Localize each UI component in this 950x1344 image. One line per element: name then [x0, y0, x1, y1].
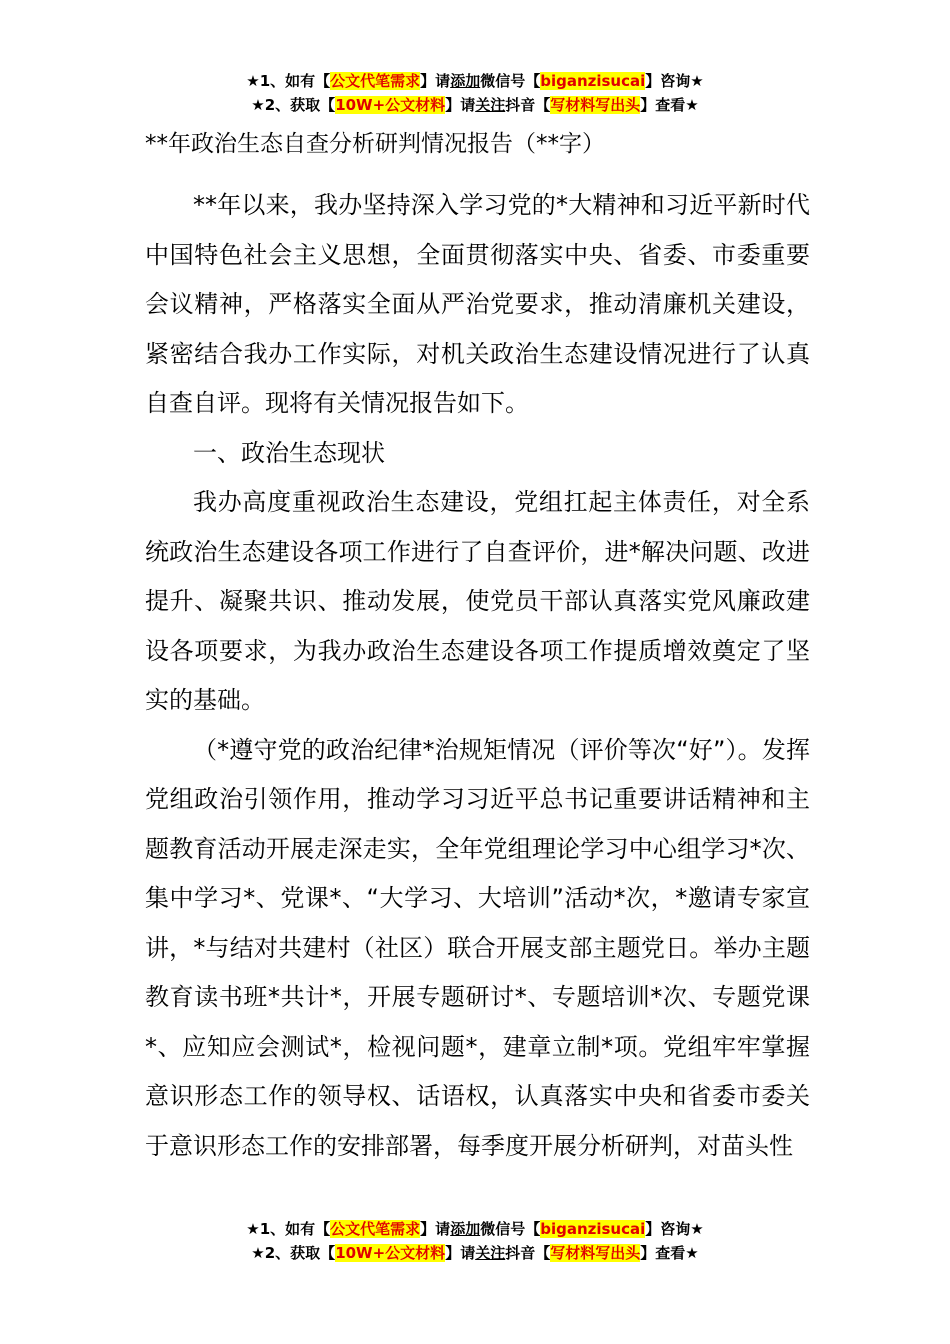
highlight-text: 10W+公文材料: [335, 96, 446, 114]
footer-banner: [0, 1217, 950, 1265]
highlight-text: 公文代笔需求: [330, 1220, 421, 1238]
body-paragraph: 我办高度重视政治生态建设，党组扛起主体责任，对全系统政治生态建设各项工作进行了自查评价，进*解决问题、改进提升、凝聚共识、推动发展，使党员干部认真落实党风廉政建设各项要求，为我办政治生态建设各项工作提质增效奠定了坚实的基础。: [145, 488, 810, 714]
banner-line-2: ★2、获取【10W+公文材料】请关注抖音【写材料写出头】查看★: [251, 96, 699, 114]
douyin-highlight: 写材料写出头: [550, 1244, 641, 1262]
wechat-id-highlight: biganzisucai: [540, 1220, 646, 1238]
document-body: [145, 129, 810, 1171]
document-title: **年政治生态自查分析研判情况报告（**字）: [145, 131, 605, 157]
wechat-id-highlight: biganzisucai: [540, 72, 646, 90]
highlight-text: 10W+公文材料: [335, 1244, 446, 1262]
body-paragraph: （*遵守党的政治纪律*治规矩情况（评价等次“好”）。发挥党组政治引领作用，推动学习习近平总书记重要讲话精神和主题教育活动开展走深走实，全年党组理论学习中心组学习*次、集中学习*、党课*、“大学习、大培训”活动*次，*邀请专家宣讲，*与结对共建村（社区）联合开展支部主题党日。举办主题教育读书班*共计*，开展专题研讨*、专题培训*次、专题党课*、应知应会测试*，检视问题*，建章立制*项。党组牢牢掌握意识形态工作的领导权、话语权，认真落实中央和省委市委关于意识形态工作的安排部署，每季度开展分析研判，对苗头性: [145, 735, 810, 1160]
banner-line-1: ★1、如有【公文代笔需求】请添加微信号【biganzisucai】咨询★: [246, 1220, 704, 1238]
section-heading: 一、政治生态现状: [193, 438, 385, 467]
intro-paragraph: **年以来，我办坚持深入学习党的*大精神和习近平新时代中国特色社会主义思想，全面贯彻落实中央、省委、市委重要会议精神，严格落实全面从严治党要求，推动清廉机关建设，紧密结合我办工作实际，对机关政治生态建设情况进行了认真自查自评。现将有关情况报告如下。: [145, 191, 810, 417]
highlight-text: 公文代笔需求: [330, 72, 421, 90]
header-banner: [0, 69, 950, 117]
banner-line-2: ★2、获取【10W+公文材料】请关注抖音【写材料写出头】查看★: [251, 1244, 699, 1262]
douyin-highlight: 写材料写出头: [550, 96, 641, 114]
banner-line-1: ★1、如有【公文代笔需求】请添加微信号【biganzisucai】咨询★: [246, 72, 704, 90]
